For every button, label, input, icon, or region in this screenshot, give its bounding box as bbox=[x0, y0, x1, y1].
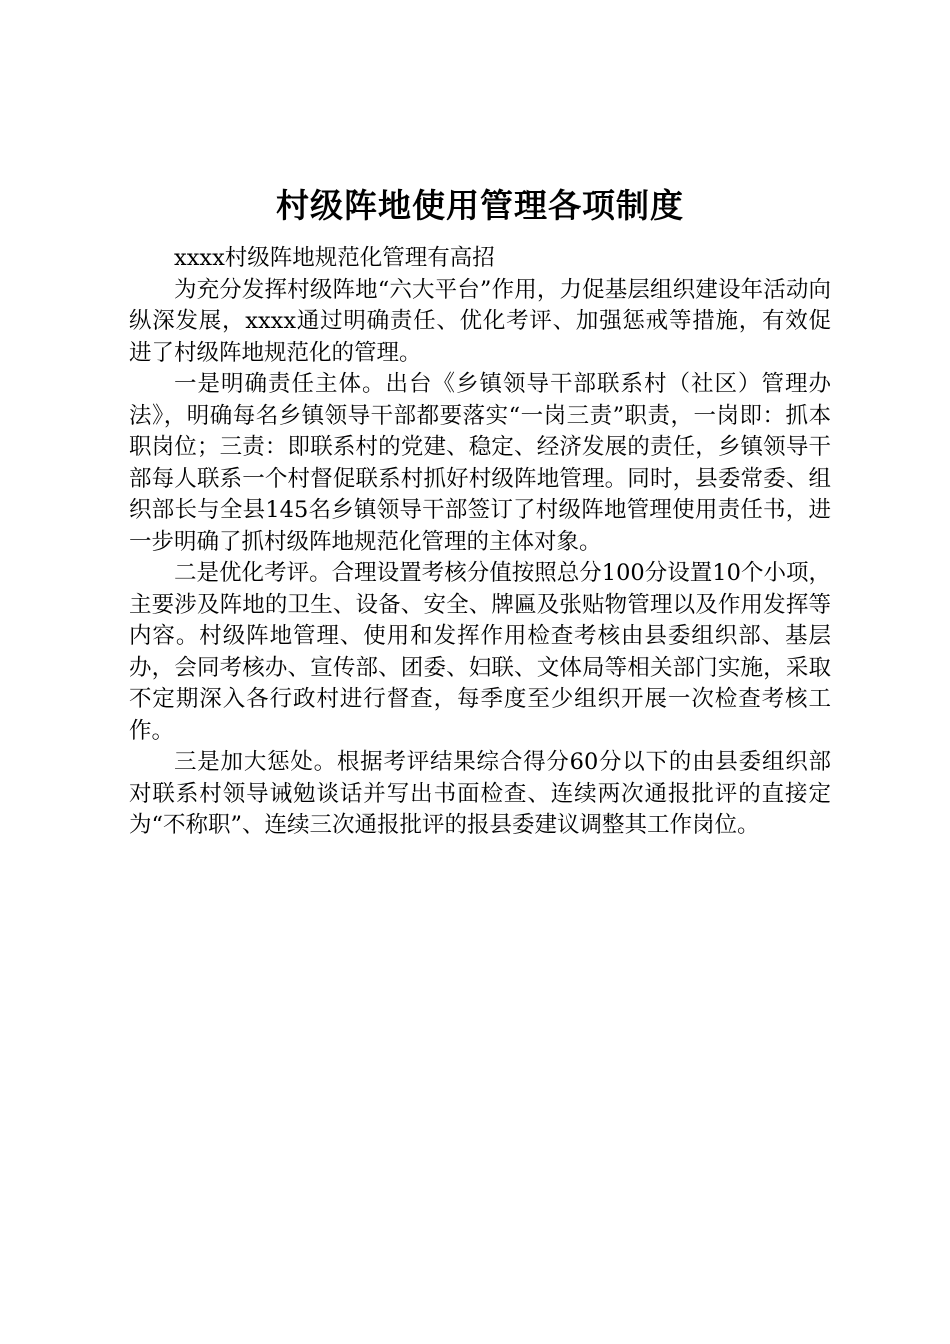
document-subtitle: xxxx村级阵地规范化管理有高招 bbox=[174, 245, 495, 271]
paragraph-punishment: 三是加大惩处。根据考评结果综合得分60分以下的由县委组织部对联系村领导诫勉谈话并写出书面检查、连续两次通报批评的直接定为“不称职”、连续三次通报批评的报县委建议调整其工作岗位。 bbox=[129, 749, 831, 838]
document-title: 村级阵地使用管理各项制度 bbox=[276, 186, 684, 225]
document-page bbox=[129, 183, 831, 842]
paragraph-evaluation: 二是优化考评。合理设置考核分值按照总分100分设置10个小项，主要涉及阵地的卫生、设备、安全、牌匾及张贴物管理以及作用发挥等内容。村级阵地管理、使用和发挥作用检查考核由县委组织部、基层办，会同考核办、宣传部、团委、妇联、文体局等相关部门实施，采取不定期深入各行政村进行督查，每季度至少组织开展一次检查考核工作。 bbox=[129, 560, 831, 744]
paragraph-responsibility: 一是明确责任主体。出台《乡镇领导干部联系村（社区）管理办法》，明确每名乡镇领导干部都要落实“一岗三责”职责，一岗即：抓本职岗位；三责：即联系村的党建、稳定、经济发展的责任，乡镇领导干部每人联系一个村督促联系村抓好村级阵地管理。同时，县委常委、组织部长与全县145名乡镇领导干部签订了村级阵地管理使用责任书，进一步明确了抓村级阵地规范化管理的主体对象。 bbox=[129, 371, 831, 555]
paragraph-intro: 为充分发挥村级阵地“六大平台”作用，力促基层组织建设年活动向纵深发展，xxxx通过明确责任、优化考评、加强惩戒等措施，有效促进了村级阵地规范化的管理。 bbox=[129, 276, 831, 366]
